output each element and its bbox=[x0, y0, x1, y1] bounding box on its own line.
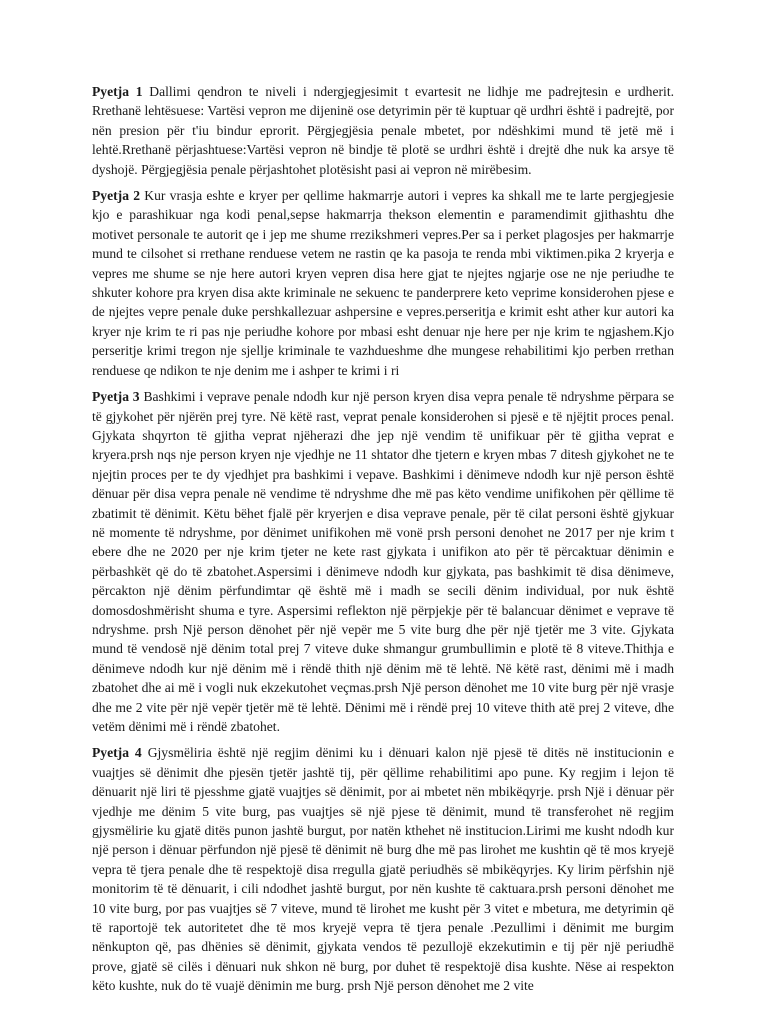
question-3-label: Pyetja 3 bbox=[92, 389, 140, 405]
question-2-text: Kur vrasja eshte e kryer per qellime hakmarrje autori i vepres ka shkall me te larte pergjegjesie kjo e parashikuar nga kodi penal,sepse hakmarrja thekson elementin e paramendimit gjithashtu dhe motivet personale te autorit qe i jep me shume rrezikshmeri vepres.Per sa i perket plagosjes per hakmarrje mund te cilsohet si rrethane renduese vetem ne rastin qe ka pasoja te renda mbi viktimen.pika 2 kryerja e vepres me shume se nje here autori kryen vepren disa here gjat te njejtes ngjarje ose ne nje periudhe te shkuter kohore pra kryen disa akte kriminale ne sekuenc te panderprere keto veprime konsiderohen pjese e de njejtes vepre penale duke pershkallezuar ashpersine e vepres.perseritja e krimit esht ather kur autori ka kryer nje krim te ri pas nje periudhe kohore por mbasi esht denuar nje here per nje krim te ngjashem.Kjo perseritje krimi tregon nje sjellje kriminale te vazhdueshme dhe mungese rehabilitimi kjo perben rrethan renduese qe ndikon te nje denim me i ashper te krimi i ri bbox=[92, 188, 674, 378]
question-3 bbox=[92, 387, 674, 736]
question-1-text: Dallimi qendron te niveli i ndergjegjesimit t evartesit ne lidhje me padrejtesin e urdherit. Rrethanë lehtësuese: Vartësi vepron me dijeninë ose detyrimin për të kuptuar që urdhri është i padrejtë, por nën presion për t'iu bindur eprorit. Përgjegjësia penale mbetet, por ndëshkimi mund të jetë më i lehtë.Rrethanë përjashtuese:Vartësi vepron në bindje të plotë se urdhri është i drejtë dhe nuk ka arsye të dyshojë. Përgjegjësia penale përjashtohet plotësisht pasi ai vepron në mirëbesim. bbox=[92, 84, 674, 177]
question-4 bbox=[92, 743, 674, 995]
document-page bbox=[92, 82, 674, 1003]
question-3-text: Bashkimi i veprave penale ndodh kur një person kryen disa vepra penale të ndryshme përpara se të gjykohet për njërën prej tyre. Në këtë rast, veprat penale konsiderohen si pjesë e të njëjtit proces penal. Gjykata shqyrton të gjitha veprat njëherazi dhe jep një vendim të unifikuar për të gjitha veprat e kryera.prsh nqs nje person kryen nje vjedhje ne 11 shtator dhe tjetern e kryen mbas 7 ditesh gjykohet ne te njejtin proces per te dy vjedhjet pra bashkimi i vepave. Bashkimi i dënimeve ndodh kur një person është dënuar për disa vepra penale në vendime të ndryshme dhe më pas këto vendime unifikohen për qëllime të zbatimit të dënimit. Këtu bëhet fjalë për kryerjen e disa veprave penale, për të cilat personi është gjykuar në momente të ndryshme, por dënimet unifikohen më vonë prsh personi denohet ne 2017 per nje krim t ebere dhe ne 2020 per nje krim tjeter ne kete rast gjykata i unifikon ato për të përcaktuar dënimin e përbashkët që do të zbatohet.Aspersimi i dënimeve ndodh kur gjykata, pas bashkimit të disa dënimeve, përcakton një dënim përfundimtar që është më i madh se secili dënim individual, por nuk është domosdoshmërisht shuma e tyre. Aspersimi reflekton një përpjekje për të balancuar dënimet e veprave të ndryshme. prsh Një person dënohet për një vepër me 5 vite burg dhe për një tjetër me 3 vite. Gjykata mund të vendosë një dënim total prej 7 viteve duke shmangur grumbullimin e plotë të 8 viteve.Thithja e dënimeve ndodh kur një dënim më i rëndë thith një dënim më të lehtë. Në këtë rast, dënimi më i madh zbatohet dhe ai më i vogli nuk ekzekutohet veçmas.prsh Një person dënohet me 10 vite burg për një vrasje dhe me 2 vite për një vepër tjetër më të lehtë. Dënimi më i rëndë prej 10 viteve thith atë prej 2 viteve, dhe vetëm dënimi më i rëndë zbatohet. bbox=[92, 389, 675, 734]
question-2 bbox=[92, 186, 674, 380]
question-4-text: Gjysmëliria është një regjim dënimi ku i dënuari kalon një pjesë të ditës në institucionin e vuajtjes së dënimit dhe pjesën tjetër jashtë tij, për qëllime rehabilitimi apo pune. Ky regjim i lejon të dënuarit një liri të pjesshme gjatë vuajtjes së dënimit, por ai mbetet nën mbikëqyrje. prsh Një i dënuar për vjedhje me dënim 5 vite burg, pas vuajtjes së një pjese të dënimit, mund të transferohet në regjim gjysmëlirie ku gjatë ditës punon jashtë burgut, por natën kthehet në institucion.Lirimi me kusht ndodh kur një person i dënuar përfundon një pjesë të dënimit në burg dhe më pas lirohet me kushtin që të mos kryejë vepra të tjera penale dhe të respektojë disa rregulla gjatë periudhës së mbikëqyrjes. Ky lirim përfshin një monitorim të të dënuarit, i cili ndodhet jashtë burgut, por nën kushte të caktuara.prsh personi dënohet me 10 vite burg, por pas vuajtjes së 7 viteve, mund të lirohet me kusht për 3 vitet e mbetura, me detyrimin që të raportojë tek autoritetet dhe të mos kryejë vepra të tjera penale .Pezullimi i dënimit me burgim nënkupton që, pas dhënies së dënimit, gjykata vendos të pezullojë ekzekutimin e tij për një periudhë prove, gjatë së cilës i dënuari nuk shkon në burg, por duhet të respektojë disa kushte. Nëse ai respekton këto kushte, nuk do të vuajë dënimin me burg. prsh Një person dënohet me 2 vite bbox=[92, 745, 674, 994]
question-1 bbox=[92, 82, 674, 179]
question-4-label: Pyetja 4 bbox=[92, 745, 142, 761]
question-2-label: Pyetja 2 bbox=[92, 188, 141, 204]
question-1-label: Pyetja 1 bbox=[92, 84, 143, 99]
